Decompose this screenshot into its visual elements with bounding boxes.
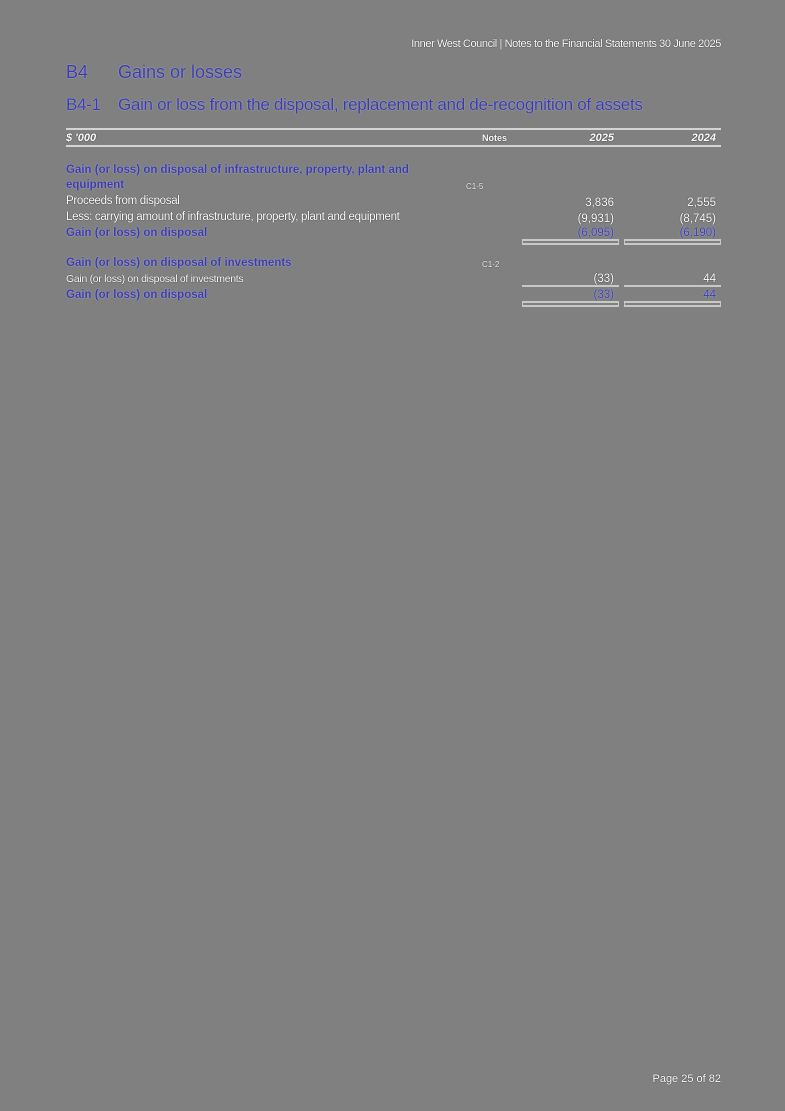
page-number: Page 25 of 82 — [652, 1073, 721, 1085]
table-header-row — [66, 130, 721, 145]
group-note-ref: C1-2 — [482, 260, 500, 269]
group-heading-investments — [66, 255, 721, 271]
total-value-2025: (6,095) — [522, 227, 619, 241]
section-title: Gains or losses — [118, 62, 243, 82]
total-row — [66, 225, 721, 241]
total-value-2024: 44 — [624, 289, 721, 303]
group-heading-label: Gain (or loss) on disposal of investments — [66, 257, 292, 269]
row-value-2025: 3,836 — [585, 197, 614, 209]
group-heading-ippe — [66, 163, 721, 193]
row-label: Gain (or loss) on disposal of investments — [66, 273, 244, 285]
table-row — [66, 193, 721, 209]
col-header-2024: 2024 — [691, 131, 716, 144]
col-header-2025: 2025 — [589, 131, 614, 144]
total-value-2024: (6,190) — [624, 227, 721, 241]
spacer — [66, 241, 721, 255]
row-label: Proceeds from disposal — [66, 195, 180, 207]
total-label: Gain (or loss) on disposal — [66, 289, 208, 301]
col-header-notes: Notes — [482, 132, 508, 143]
row-value-2024: (8,745) — [679, 213, 716, 225]
row-value-2025: (33) — [522, 273, 619, 287]
total-row — [66, 287, 721, 303]
row-value-2024: 2,555 — [687, 197, 716, 209]
subsection-heading — [66, 95, 643, 115]
row-label: Less: carrying amount of infrastructure, property, plant and equipment — [66, 211, 400, 223]
table-row — [66, 209, 721, 225]
group-note-ref: C1-5 — [466, 182, 484, 191]
row-value-2024: 44 — [624, 273, 721, 287]
table-row — [66, 271, 721, 287]
subsection-title: Gain or loss from the disposal, replacement and de-recognition of assets — [118, 95, 643, 114]
col-header-units: $ '000 — [66, 131, 97, 144]
section-heading — [66, 62, 242, 83]
group-heading-label: Gain (or loss) on disposal of infrastructure, property, plant and equipment — [66, 164, 409, 191]
row-value-2025: (9,931) — [577, 213, 614, 225]
subsection-number: B4-1 — [66, 95, 101, 114]
gains-losses-table — [66, 128, 721, 303]
section-number: B4 — [66, 62, 89, 82]
running-header: Inner West Council | Notes to the Financial Statements 30 June 2025 — [411, 38, 721, 50]
total-label: Gain (or loss) on disposal — [66, 227, 208, 239]
spacer — [66, 147, 721, 163]
total-value-2025: (33) — [522, 289, 619, 303]
